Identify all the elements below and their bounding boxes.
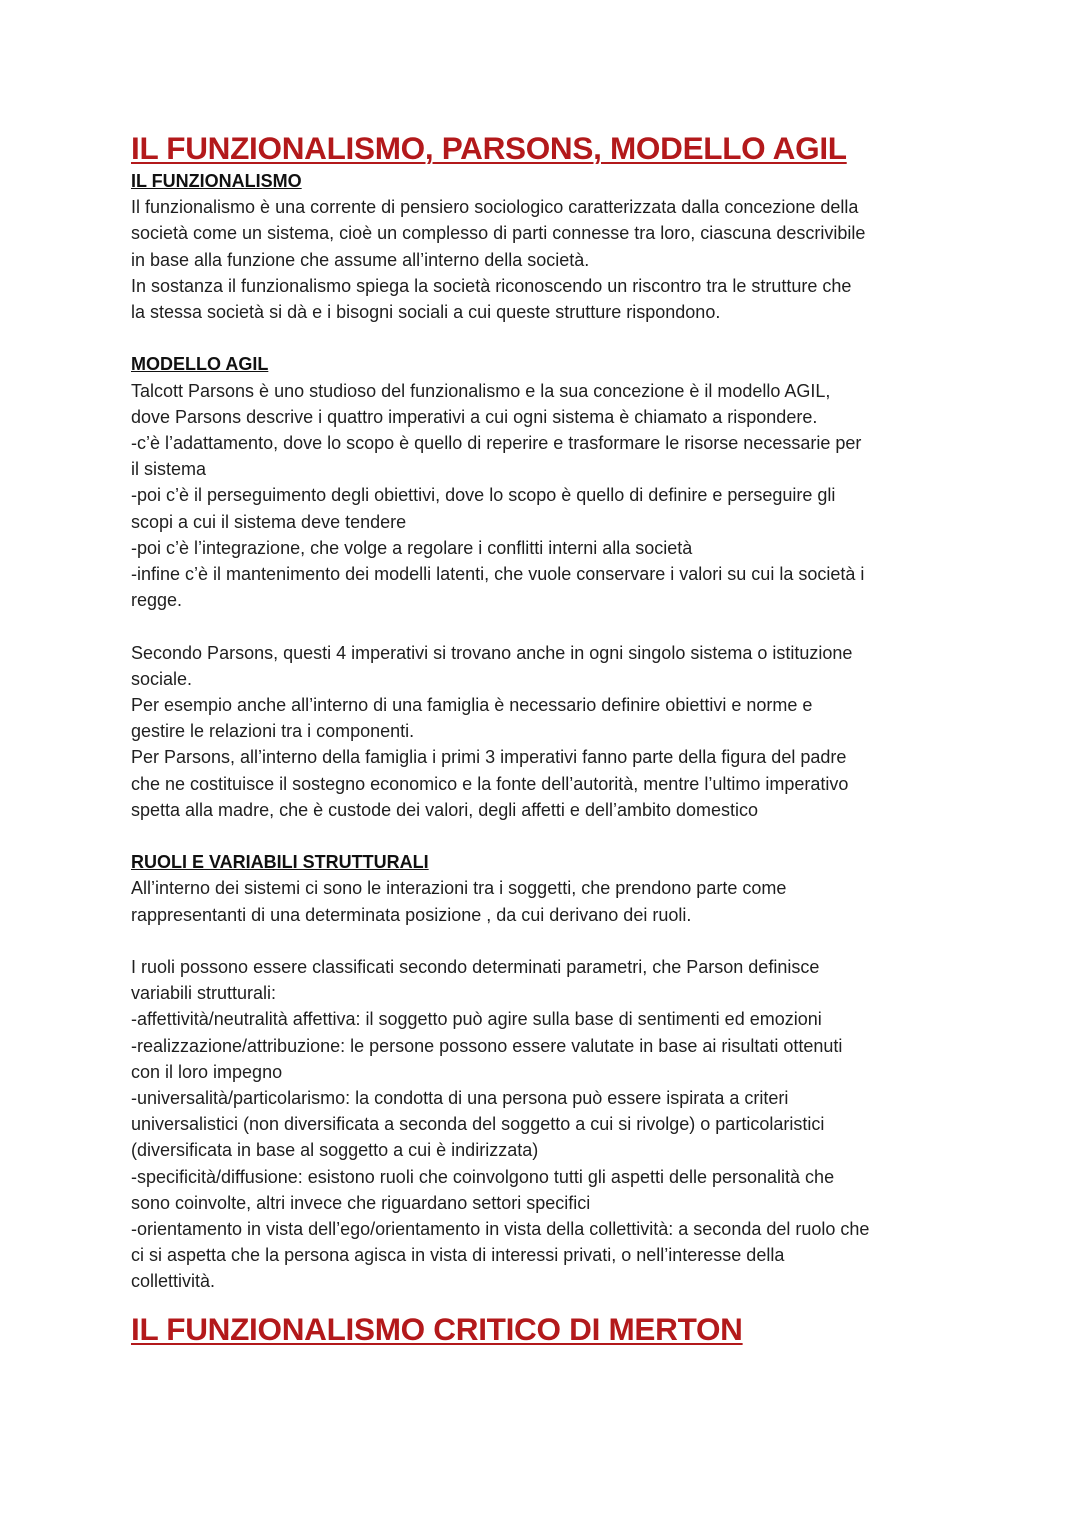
- text-line: Per Parsons, all’interno della famiglia i primi 3 imperativi fanno parte della figura del padre: [131, 747, 847, 768]
- text-line: sono coinvolte, altri invece che riguardano settori specifici: [131, 1192, 591, 1213]
- text-line: in base alla funzione che assume all’interno della società.: [131, 249, 590, 270]
- text-line: con il loro impegno: [131, 1061, 283, 1082]
- section-heading: MODELLO AGIL: [131, 354, 269, 375]
- spacer: [131, 1295, 961, 1309]
- spacer: [131, 928, 961, 954]
- text-line: che ne costituisce il sostegno economico e la fonte dell’autorità, mentre l’ultimo imperativo: [131, 773, 849, 794]
- text-line: -orientamento in vista dell’ego/orientamento in vista della collettività: a seconda del ruolo che: [131, 1219, 870, 1240]
- text-line: Il funzionalismo è una corrente di pensiero sociologico caratterizzata dalla concezione della: [131, 197, 859, 218]
- text-line: -realizzazione/attribuzione: le persone possono essere valutate in base ai risultati ottenuti: [131, 1035, 843, 1056]
- paragraph: [131, 378, 961, 614]
- text-line: In sostanza il funzionalismo spiega la società riconoscendo un riscontro tra le strutture che: [131, 275, 852, 296]
- paragraph: [131, 954, 961, 1295]
- text-line: Secondo Parsons, questi 4 imperativi si trovano anche in ogni singolo sistema o istituzione: [131, 642, 853, 663]
- text-line: -universalità/particolarismo: la condotta di una persona può essere ispirata a criteri: [131, 1088, 789, 1109]
- spacer: [131, 325, 961, 351]
- main-title: IL FUNZIONALISMO, PARSONS, MODELLO AGIL: [131, 130, 847, 166]
- text-line: società come un sistema, cioè un complesso di parti connesse tra loro, ciascuna descrivibile: [131, 223, 866, 244]
- text-line: Per esempio anche all’interno di una famiglia è necessario definire obiettivi e norme e: [131, 695, 813, 716]
- second-title: IL FUNZIONALISMO CRITICO DI MERTON: [131, 1310, 743, 1347]
- text-line: dove Parsons descrive i quattro imperativi a cui ogni sistema è chiamato a rispondere.: [131, 406, 818, 427]
- text-line: scopi a cui il sistema deve tendere: [131, 511, 407, 532]
- text-line: il sistema: [131, 459, 207, 480]
- text-line: spetta alla madre, che è custode dei valori, degli affetti e dell’ambito domestico: [131, 799, 759, 820]
- text-line: sociale.: [131, 668, 193, 689]
- text-line: -specificità/diffusione: esistono ruoli che coinvolgono tutti gli aspetti delle personalità che: [131, 1166, 835, 1187]
- text-line: Talcott Parsons è uno studioso del funzionalismo e la sua concezione è il modello AGIL,: [131, 380, 831, 401]
- section-funzionalismo: [131, 168, 961, 325]
- text-line: universalistici (non diversificata a seconda del soggetto a cui si rivolge) o particolaristici: [131, 1114, 825, 1135]
- text-line: -poi c’è il perseguimento degli obiettivi, dove lo scopo è quello di definire e perseguire gli: [131, 485, 836, 506]
- section-heading: IL FUNZIONALISMO: [131, 171, 302, 191]
- document-page: [131, 128, 961, 1349]
- text-line: -affettività/neutralità affettiva: il soggetto può agire sulla base di sentimenti ed emozioni: [131, 1009, 822, 1030]
- text-line: gestire le relazioni tra i componenti.: [131, 721, 415, 742]
- section-modello-agil: [131, 351, 961, 823]
- text-line: All’interno dei sistemi ci sono le interazioni tra i soggetti, che prendono parte come: [131, 878, 787, 899]
- paragraph: [131, 194, 961, 325]
- text-line: la stessa società si dà e i bisogni sociali a cui queste strutture rispondono.: [131, 302, 721, 323]
- text-line: -infine c’è il mantenimento dei modelli latenti, che vuole conservare i valori su cui la società i: [131, 564, 865, 585]
- section-ruoli-variabili: [131, 849, 961, 1294]
- text-line: -c’è l’adattamento, dove lo scopo è quello di reperire e trasformare le risorse necessarie per: [131, 433, 862, 454]
- spacer: [131, 823, 961, 849]
- text-line: regge.: [131, 590, 183, 611]
- paragraph: [131, 875, 961, 927]
- text-line: variabili strutturali:: [131, 983, 277, 1004]
- text-line: I ruoli possono essere classificati secondo determinati parametri, che Parson definisce: [131, 957, 820, 978]
- section-heading: RUOLI E VARIABILI STRUTTURALI: [131, 852, 429, 873]
- paragraph: [131, 640, 961, 823]
- text-line: ci si aspetta che la persona agisca in vista di interessi privati, o nell’interesse della: [131, 1245, 785, 1266]
- text-line: collettività.: [131, 1271, 216, 1292]
- text-line: (diversificata in base al soggetto a cui è indirizzata): [131, 1140, 539, 1161]
- text-line: rappresentanti di una determinata posizione , da cui derivano dei ruoli.: [131, 904, 692, 925]
- spacer: [131, 613, 961, 639]
- text-line: -poi c’è l’integrazione, che volge a regolare i conflitti interni alla società: [131, 537, 693, 558]
